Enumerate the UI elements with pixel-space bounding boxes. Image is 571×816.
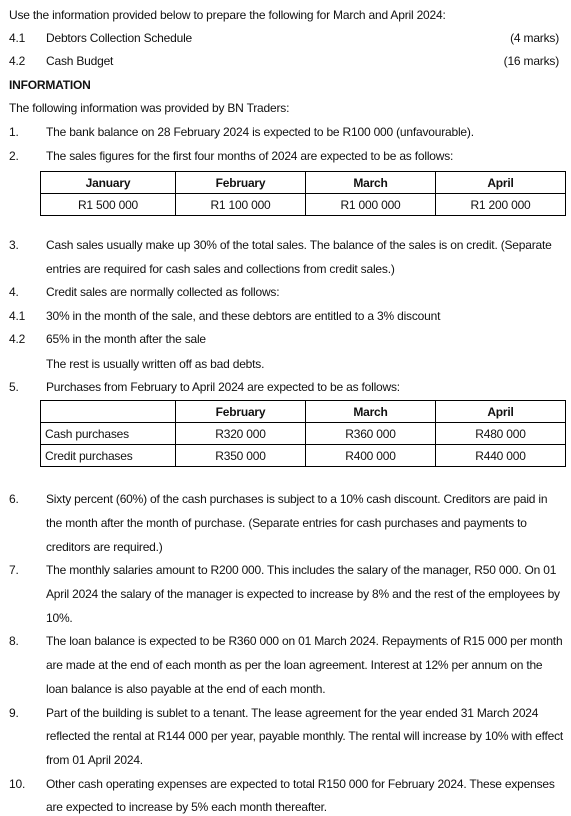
item-4-rest: The rest is usually written off as bad debts. [46, 357, 265, 371]
item-text-line: Cash sales usually make up 30% of the total sales. The balance of the sales is on credit. (Separate [46, 238, 552, 252]
item-number: 3. [9, 238, 19, 252]
purchases-row-label: Credit purchases [41, 445, 176, 467]
purchases-row-label: Cash purchases [41, 423, 176, 445]
item-text: 30% in the month of the sale, and these debtors are entitled to a 3% discount [46, 309, 441, 323]
item-text-line: 10%. [46, 611, 73, 625]
purchases-value-cell: R400 000 [306, 445, 436, 467]
item-text-line: are made at the end of each month as per the loan agreement. Interest at 12% per annum on the [46, 658, 543, 672]
item-text-line: Other cash operating expenses are expected to total R150 000 for February 2024. These expenses [46, 777, 555, 791]
sales-header-cell: April [436, 172, 566, 194]
item-text-line: entries are required for cash sales and collections from credit sales.) [46, 262, 395, 276]
task-number: 4.1 [9, 31, 26, 45]
sales-table-row [41, 194, 566, 216]
item-text-line: are expected to increase by 5% each month thereafter. [46, 800, 327, 814]
purchases-header-cell [41, 401, 176, 423]
item-text: Purchases from February to April 2024 are expected to be as follows: [46, 380, 400, 394]
purchases-table-row [41, 423, 566, 445]
purchases-table [40, 400, 566, 467]
item-text-line: Sixty percent (60%) of the cash purchases is subject to a 10% cash discount. Creditors are paid in [46, 492, 548, 506]
item-text-line: reflected the rental at R144 000 per year, payable monthly. The rental will increase by 10% with effect [46, 729, 564, 743]
task-label: Cash Budget [46, 54, 114, 68]
item-text-line: loan balance is also payable at the end of each month. [46, 682, 326, 696]
task-marks: (16 marks) [503, 54, 559, 68]
item-text: The bank balance on 28 February 2024 is expected to be R100 000 (unfavourable). [46, 125, 474, 139]
item-number: 6. [9, 492, 19, 506]
sales-value-cell: R1 500 000 [41, 194, 176, 216]
item-number: 5. [9, 380, 19, 394]
item-number: 4.1 [9, 309, 26, 323]
item-text-line: from 01 April 2024. [46, 753, 143, 767]
task-label: Debtors Collection Schedule [46, 31, 193, 45]
item-text: Credit sales are normally collected as follows: [46, 285, 280, 299]
item-text-line: creditors are required.) [46, 540, 163, 554]
purchases-value-cell: R320 000 [176, 423, 306, 445]
sales-header-cell: January [41, 172, 176, 194]
item-number: 10. [9, 777, 26, 791]
task-marks: (4 marks) [510, 31, 559, 45]
item-text: 65% in the month after the sale [46, 332, 206, 346]
sales-table [40, 171, 566, 216]
item-number: 8. [9, 634, 19, 648]
intro-text: The following information was provided by BN Traders: [9, 101, 290, 115]
purchases-table-header-row [41, 401, 566, 423]
purchases-value-cell: R480 000 [436, 423, 566, 445]
item-text-line: The monthly salaries amount to R200 000. This includes the salary of the manager, R50 000. On 01 [46, 563, 557, 577]
section-heading: INFORMATION [9, 78, 91, 92]
item-number: 4. [9, 285, 19, 299]
purchases-header-cell: February [176, 401, 306, 423]
purchases-header-cell: March [306, 401, 436, 423]
purchases-value-cell: R350 000 [176, 445, 306, 467]
sales-table-header-row [41, 172, 566, 194]
item-text: The sales figures for the first four months of 2024 are expected to be as follows: [46, 149, 454, 163]
item-number: 7. [9, 563, 19, 577]
sales-value-cell: R1 200 000 [436, 194, 566, 216]
item-text-line: Part of the building is sublet to a tenant. The lease agreement for the year ended 31 March 2024 [46, 706, 539, 720]
item-text-line: the month after the month of purchase. (Separate entries for cash purchases and payments to [46, 516, 527, 530]
item-number: 1. [9, 125, 19, 139]
sales-header-cell: February [176, 172, 306, 194]
sales-value-cell: R1 000 000 [306, 194, 436, 216]
item-text-line: The loan balance is expected to be R360 000 on 01 March 2024. Repayments of R15 000 per month [46, 634, 563, 648]
purchases-table-row [41, 445, 566, 467]
item-text-line: April 2024 the salary of the manager is expected to increase by 8% and the rest of the employees by [46, 587, 560, 601]
purchases-value-cell: R360 000 [306, 423, 436, 445]
purchases-value-cell: R440 000 [436, 445, 566, 467]
task-number: 4.2 [9, 54, 26, 68]
item-number: 2. [9, 149, 19, 163]
item-number: 9. [9, 706, 19, 720]
instruction-text: Use the information provided below to prepare the following for March and April 2024: [9, 8, 446, 22]
sales-value-cell: R1 100 000 [176, 194, 306, 216]
sales-header-cell: March [306, 172, 436, 194]
item-number: 4.2 [9, 332, 26, 346]
purchases-header-cell: April [436, 401, 566, 423]
